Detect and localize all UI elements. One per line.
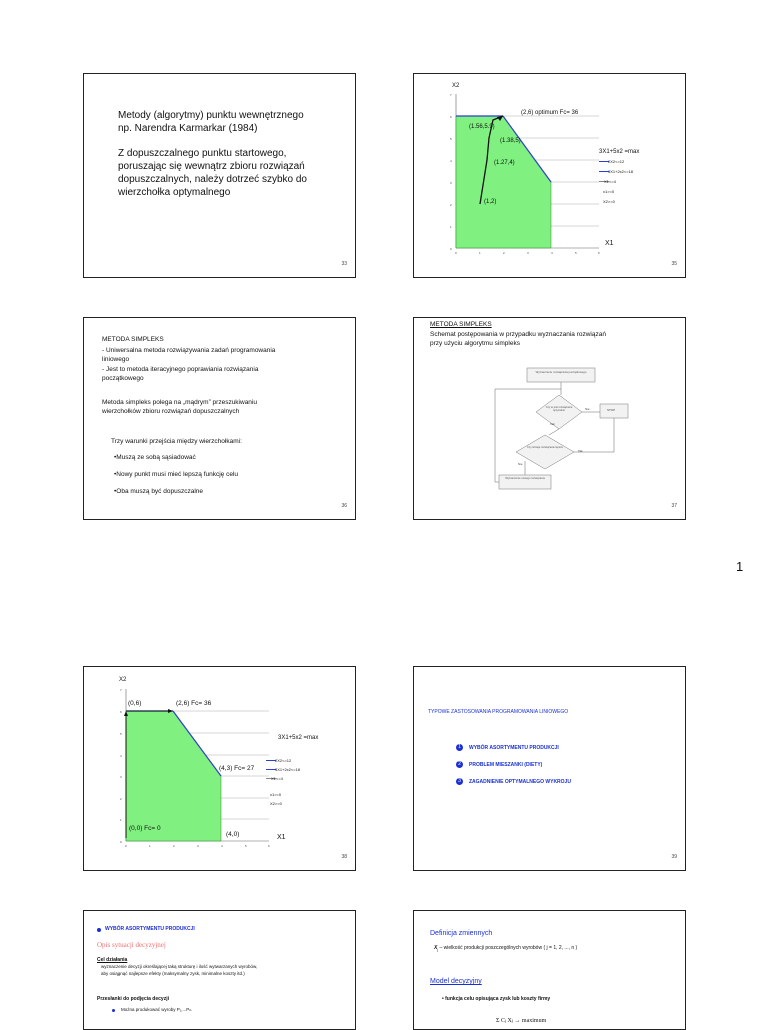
svg-text:2: 2 (120, 797, 122, 801)
objective-label: 3X1+5x2 =max (599, 149, 640, 155)
flowchart (414, 318, 686, 520)
slide-number: 36 (341, 503, 347, 509)
svg-text:4: 4 (120, 754, 122, 758)
legend-item: 2X2<=12 (275, 758, 292, 763)
legend-item: X1<=4 (271, 776, 283, 781)
svg-text:1: 1 (450, 225, 452, 229)
slide-number: 38 (341, 854, 347, 860)
bullet-icon (112, 1009, 115, 1012)
slide-37-title: METODA SIMPLEKS (430, 321, 492, 328)
list-item: ZAGADNIENIE OPTYMALNEGO WYKROJU (469, 779, 571, 785)
svg-text:4: 4 (221, 844, 223, 848)
list-item: Można produkować wyroby P₁,...Pₙ. (121, 1007, 193, 1012)
list-item: WYBÓR ASORTYMENTU PRODUKCJI (469, 745, 559, 751)
vertex-label: (4,3) Fc= 27 (219, 765, 255, 772)
variable-symbol: X (434, 945, 438, 951)
svg-text:3: 3 (450, 181, 452, 185)
x-axis-label: X1 (277, 834, 286, 841)
y-axis-label: X2 (452, 83, 460, 89)
legend-item: 3X1+2x2<=18 (608, 169, 634, 174)
slide-39 (413, 666, 686, 871)
legend-item: X2>=0 (270, 801, 282, 806)
list-item: •Oba muszą być dopuszczalne (114, 488, 203, 495)
slide-33 (83, 73, 356, 278)
flow-decision-optimal: Czy to jest rozwiązanie optymalne (545, 406, 573, 412)
legend-item: 2X2<=12 (608, 159, 625, 164)
y-axis-label: X2 (119, 677, 127, 683)
text-line: liniowego (102, 356, 130, 363)
number-1-icon: 1 (456, 744, 463, 751)
section-heading: Cel działania (97, 957, 128, 963)
svg-text:3: 3 (527, 251, 529, 255)
number-3-icon: 3 (456, 778, 463, 785)
variable-subscript: j (437, 948, 439, 952)
svg-text:4: 4 (450, 159, 452, 163)
svg-text:0: 0 (455, 251, 457, 255)
optimum-label: (2,6) optimum Fc= 36 (521, 110, 579, 116)
flow-label: Nie (585, 407, 590, 411)
svg-text:5: 5 (120, 732, 122, 736)
svg-text:6: 6 (598, 251, 600, 255)
text-line: Metoda simpleks polega na „mądrym” przeszukiwaniu (102, 399, 257, 406)
point-label: (1.27,4) (494, 160, 515, 166)
slide-33-line2: np. Narendra Karmarkar (1984) (118, 123, 258, 134)
feasible-region-chart (414, 74, 686, 278)
svg-text:6: 6 (450, 115, 452, 119)
slide-35 (413, 73, 686, 278)
text-line: - Uniwersalna metoda rozwiązywania zadań programowania (102, 347, 276, 354)
slide-41-heading: Model decyzyjny (430, 978, 482, 985)
slide-number: 33 (341, 261, 347, 267)
vertex-label: (2,6) Fc= 36 (176, 700, 212, 707)
slide-33-p4: wierzchołka optymalnego (118, 187, 231, 198)
flow-box-stop: STOP (607, 408, 616, 412)
text-line: Trzy warunki przejścia między wierzchołkami: (111, 438, 242, 445)
text-line: aby osiągnąć najlepsze efekty (maksymalny zysk, minimalne koszty itd.) (101, 971, 245, 976)
objective-label: 3X1+5x2 =max (278, 735, 319, 741)
variable-definition (434, 945, 577, 952)
vertex-label: (0,0) Fc= 0 (129, 825, 161, 832)
flow-label: Tak (578, 449, 583, 453)
flow-decision-better: Czy istnieje rozwiązanie lepsze (527, 446, 563, 449)
slide-39-title: TYPOWE ZASTOSOWANIA PROGRAMOWANIA LINIOWEGO (428, 709, 569, 715)
bullet-icon (97, 928, 101, 932)
svg-text:7: 7 (450, 93, 452, 97)
x-axis-label: X1 (605, 240, 614, 247)
point-label: (1.38,5) (500, 138, 521, 144)
list-item: •Muszą ze sobą sąsiadować (114, 454, 196, 461)
number-2-icon: 2 (456, 761, 463, 768)
svg-text:5: 5 (575, 251, 577, 255)
svg-text:0: 0 (120, 840, 122, 844)
list-item: PROBLEM MIESZANKI (DIETY) (469, 762, 543, 768)
svg-text:2: 2 (503, 251, 505, 255)
svg-text:3: 3 (197, 844, 199, 848)
slide-40 (83, 910, 356, 1030)
formula: Σ Cⱼ Xⱼ → maximum (496, 1018, 547, 1024)
svg-text:1: 1 (120, 818, 122, 822)
svg-text:6: 6 (268, 844, 270, 848)
legend-item: x1>=0 (603, 189, 615, 194)
slide-40-subtitle: Opis sytuacji decyzyjnej (97, 941, 166, 949)
slide-33-p1: Z dopuszczalnego punktu startowego, (118, 148, 287, 159)
legend-item: x1>=0 (270, 792, 282, 797)
text-line: wierzchołków zbioru rozwiązań dopuszczalnych (102, 408, 240, 415)
text-line: przy użyciu algorytmu simpleks (430, 340, 520, 347)
variable-description: – wielkość produkcji poszczególnych wyrobów ( j = 1, 2, ..., n ) (438, 945, 578, 951)
vertex-label: (4,0) (226, 831, 240, 838)
slide-40-header: WYBÓR ASORTYMENTU PRODUKCJI (105, 926, 195, 932)
svg-text:5: 5 (245, 844, 247, 848)
vertex-label: (0,6) (128, 700, 142, 707)
svg-text:1: 1 (479, 251, 481, 255)
svg-text:5: 5 (450, 137, 452, 141)
list-item: • funkcja celu opisująca zysk lub koszty firmy (442, 996, 551, 1002)
section-heading: Przesłanki do podjęcia decyzji (97, 996, 169, 1002)
svg-text:0: 0 (125, 844, 127, 848)
legend-item: 3X1+2x2<=18 (275, 767, 301, 772)
svg-text:1: 1 (149, 844, 151, 848)
svg-text:0: 0 (450, 247, 452, 251)
point-label: (1.56,5.9) (469, 124, 495, 130)
legend-item: X2>=0 (603, 199, 615, 204)
slide-number: 39 (671, 854, 677, 860)
svg-text:6: 6 (120, 710, 122, 714)
svg-text:2: 2 (450, 203, 452, 207)
slide-38 (83, 666, 356, 871)
slide-33-p3: dopuszczalnych, należy dotrzeć szybko do (118, 174, 307, 185)
slide-41-heading: Definicja zmiennych (430, 930, 493, 937)
slide-number: 35 (671, 261, 677, 267)
list-item: •Nowy punkt musi mieć lepszą funkcję celu (114, 471, 239, 478)
slide-41 (413, 910, 686, 1030)
feasible-region (456, 116, 551, 248)
slide-37 (413, 317, 686, 520)
svg-text:3: 3 (120, 775, 122, 779)
svg-text:7: 7 (120, 688, 122, 692)
page-number: 1 (736, 559, 744, 574)
list-item-text: funkcja celu opisująca zysk lub koszty firmy (445, 996, 551, 1002)
text-line: Schemat postępowania w przypadku wyznaczania rozwiązań (430, 331, 606, 338)
flow-box-start: Wyznaczenie rozwiązania początkowego (535, 370, 587, 374)
point-label: (1,2) (484, 199, 497, 205)
legend-item: X1<=4 (604, 179, 616, 184)
slide-33-line1: Metody (algorytmy) punktu wewnętrznego (118, 110, 304, 121)
text-line: wyznaczenie decyzji określającej taką strukturę i ilość wytwarzanych wyrobów, (101, 964, 258, 969)
feasible-region (126, 711, 221, 841)
slide-33-p2: poruszając się wewnątrz zbioru rozwiązań (118, 161, 305, 172)
slide-36-title: METODA SIMPLEKS (102, 336, 164, 343)
flow-label: Tak (550, 422, 555, 426)
flow-box-new: Wyznaczenie nowego rozwiązania (505, 477, 545, 480)
svg-text:2: 2 (173, 844, 175, 848)
slide-36 (83, 317, 356, 520)
svg-text:4: 4 (551, 251, 553, 255)
text-line: - Jest to metoda iteracyjnego poprawiania rozwiązania (102, 366, 259, 373)
slide-number: 37 (671, 503, 677, 509)
flow-label: Nie (518, 462, 523, 466)
text-line: początkowego (102, 375, 144, 382)
